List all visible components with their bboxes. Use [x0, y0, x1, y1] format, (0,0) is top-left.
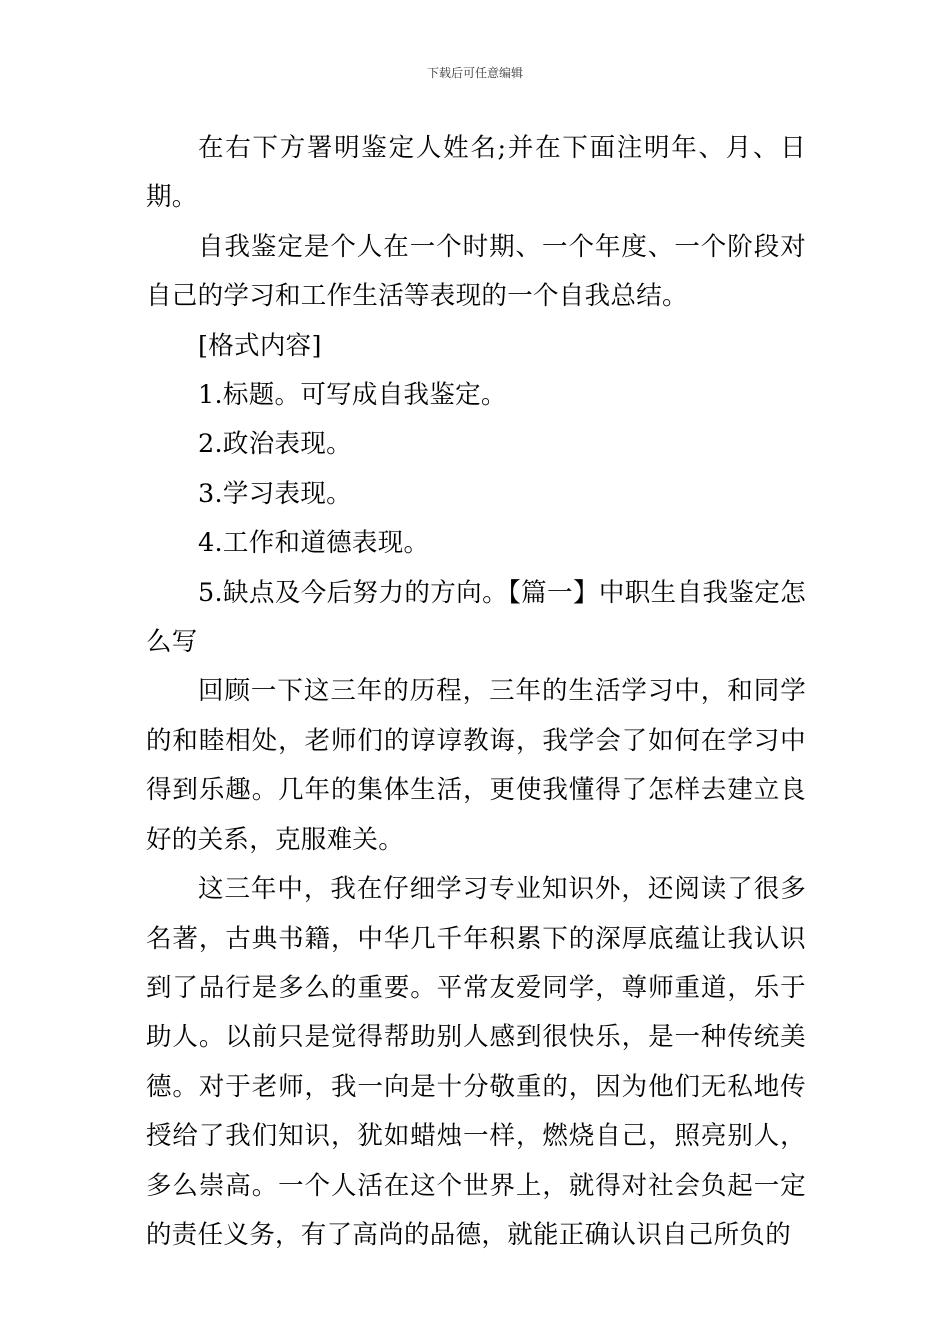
document-body	[146, 124, 806, 1260]
list-item-shortcomings: 5.缺点及今后努力的方向。【篇一】中职生自我鉴定怎么写	[146, 577, 806, 658]
paragraph-format-heading: [格式内容]	[198, 330, 322, 361]
list-item-political: 2.政治表现。	[198, 429, 352, 460]
list-item-study: 3.学习表现。	[198, 478, 352, 509]
paragraph-definition: 自我鉴定是个人在一个时期、一个年度、一个阶段对自己的学习和工作生活等表现的一个自我总结。	[146, 231, 806, 312]
paragraph-three-years: 这三年中，我在仔细学习专业知识外，还阅读了很多名著，古典书籍，中华几千年积累下的深厚底蕴让我认识到了品行是多么的重要。平常友爱同学，尊师重道，乐于助人。以前只是觉得帮助别人感到很快乐，是一种传统美德。对于老师，我一向是十分敬重的，因为他们无私地传授给了我们知识，犹如蜡烛一样，燃烧自己，照亮别人，多么崇高。一个人活在这个世界上，就得对社会负起一定的责任义务，有了高尚的品德，就能正确认识自己所负的	[146, 874, 806, 1250]
page-header-note: 下载后可任意编辑	[426, 66, 523, 80]
paragraph-signature-note: 在右下方署明鉴定人姓名;并在下面注明年、月、日期。	[146, 133, 806, 213]
paragraph-review: 回顾一下这三年的历程，三年的生活学习中，和同学的和睦相处，老师们的谆谆教诲，我学会了如何在学习中得到乐趣。几年的集体生活，更使我懂得了怎样去建立良好的关系，克服难关。	[146, 676, 806, 855]
list-item-work-ethics: 4.工作和道德表现。	[198, 528, 430, 559]
list-item-title: 1.标题。可写成自我鉴定。	[198, 380, 507, 411]
